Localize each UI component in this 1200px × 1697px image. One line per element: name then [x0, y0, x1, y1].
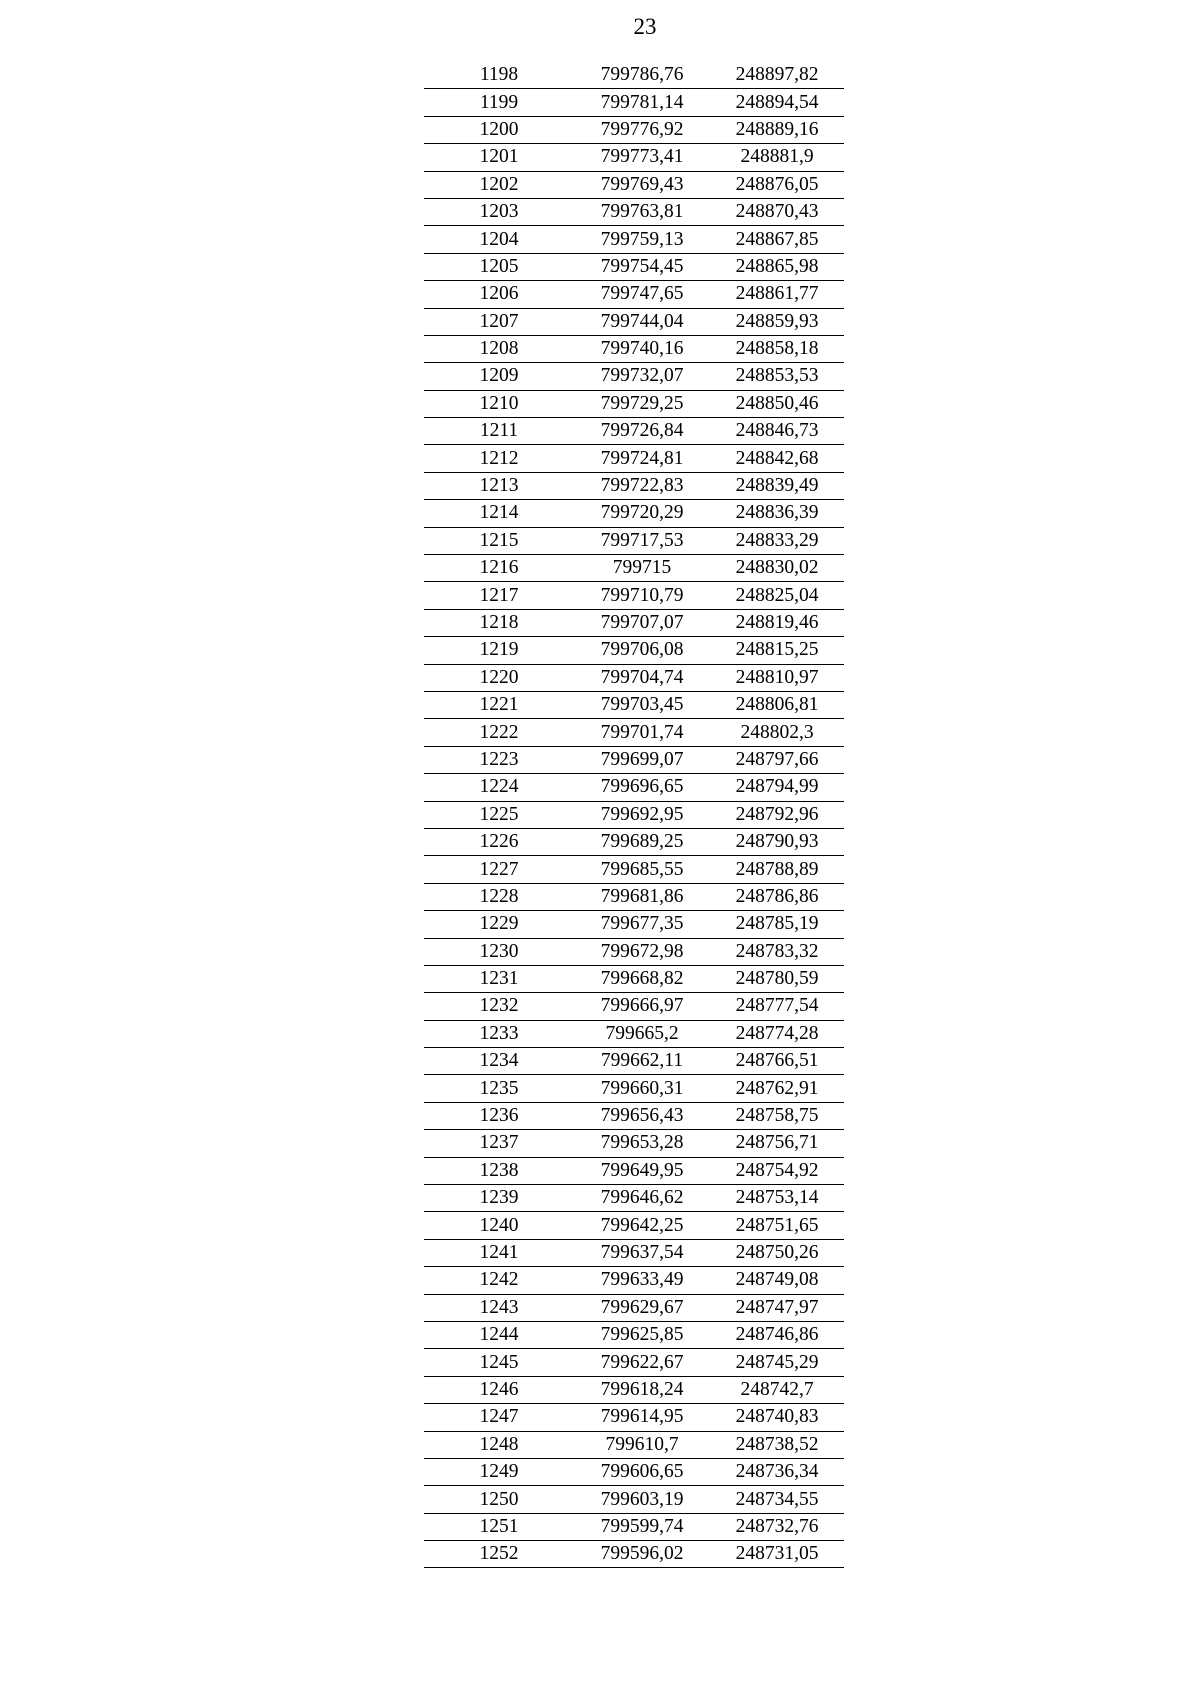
point-number-cell: 1234	[424, 1048, 574, 1075]
x-coordinate-cell: 799724,81	[574, 445, 710, 472]
point-number-cell: 1228	[424, 883, 574, 910]
x-coordinate-cell: 799662,11	[574, 1048, 710, 1075]
table-row	[424, 445, 844, 472]
x-coordinate-cell: 799668,82	[574, 965, 710, 992]
y-coordinate-cell: 248861,77	[710, 281, 844, 308]
x-coordinate-cell: 799740,16	[574, 335, 710, 362]
y-coordinate-cell: 248794,99	[710, 774, 844, 801]
y-coordinate-cell: 248839,49	[710, 472, 844, 499]
y-coordinate-cell: 248802,3	[710, 719, 844, 746]
x-coordinate-cell: 799637,54	[574, 1239, 710, 1266]
point-number-cell: 1207	[424, 308, 574, 335]
x-coordinate-cell: 799706,08	[574, 637, 710, 664]
x-coordinate-cell: 799606,65	[574, 1458, 710, 1485]
x-coordinate-cell: 799665,2	[574, 1020, 710, 1047]
y-coordinate-cell: 248792,96	[710, 801, 844, 828]
point-number-cell: 1249	[424, 1458, 574, 1485]
x-coordinate-cell: 799747,65	[574, 281, 710, 308]
point-number-cell: 1230	[424, 938, 574, 965]
y-coordinate-cell: 248850,46	[710, 390, 844, 417]
x-coordinate-cell: 799704,74	[574, 664, 710, 691]
table-row	[424, 1157, 844, 1184]
y-coordinate-cell: 248797,66	[710, 746, 844, 773]
y-coordinate-cell: 248788,89	[710, 856, 844, 883]
point-number-cell: 1233	[424, 1020, 574, 1047]
y-coordinate-cell: 248731,05	[710, 1541, 844, 1568]
point-number-cell: 1232	[424, 993, 574, 1020]
y-coordinate-cell: 248853,53	[710, 363, 844, 390]
table-row	[424, 1321, 844, 1348]
y-coordinate-cell: 248753,14	[710, 1185, 844, 1212]
table-row	[424, 1130, 844, 1157]
point-number-cell: 1248	[424, 1431, 574, 1458]
x-coordinate-cell: 799776,92	[574, 116, 710, 143]
point-number-cell: 1213	[424, 472, 574, 499]
point-number-cell: 1243	[424, 1294, 574, 1321]
table-row	[424, 1431, 844, 1458]
table-row	[424, 828, 844, 855]
point-number-cell: 1198	[424, 62, 574, 89]
x-coordinate-cell: 799610,7	[574, 1431, 710, 1458]
table-row	[424, 62, 844, 89]
point-number-cell: 1229	[424, 911, 574, 938]
table-row	[424, 1185, 844, 1212]
point-number-cell: 1238	[424, 1157, 574, 1184]
x-coordinate-cell: 799660,31	[574, 1075, 710, 1102]
y-coordinate-cell: 248859,93	[710, 308, 844, 335]
y-coordinate-cell: 248876,05	[710, 171, 844, 198]
point-number-cell: 1208	[424, 335, 574, 362]
y-coordinate-cell: 248867,85	[710, 226, 844, 253]
y-coordinate-cell: 248762,91	[710, 1075, 844, 1102]
point-number-cell: 1237	[424, 1130, 574, 1157]
y-coordinate-cell: 248751,65	[710, 1212, 844, 1239]
table-row	[424, 281, 844, 308]
y-coordinate-cell: 248870,43	[710, 198, 844, 225]
table-row	[424, 993, 844, 1020]
y-coordinate-cell: 248749,08	[710, 1267, 844, 1294]
point-number-cell: 1219	[424, 637, 574, 664]
point-number-cell: 1214	[424, 500, 574, 527]
y-coordinate-cell: 248785,19	[710, 911, 844, 938]
x-coordinate-cell: 799769,43	[574, 171, 710, 198]
table-row	[424, 144, 844, 171]
point-number-cell: 1199	[424, 89, 574, 116]
y-coordinate-cell: 248786,86	[710, 883, 844, 910]
table-row	[424, 883, 844, 910]
x-coordinate-cell: 799732,07	[574, 363, 710, 390]
table-row	[424, 1458, 844, 1485]
table-row	[424, 1486, 844, 1513]
point-number-cell: 1221	[424, 691, 574, 718]
y-coordinate-cell: 248897,82	[710, 62, 844, 89]
table-row	[424, 500, 844, 527]
point-number-cell: 1250	[424, 1486, 574, 1513]
table-row	[424, 1212, 844, 1239]
point-number-cell: 1225	[424, 801, 574, 828]
y-coordinate-cell: 248815,25	[710, 637, 844, 664]
table-row	[424, 938, 844, 965]
point-number-cell: 1203	[424, 198, 574, 225]
x-coordinate-cell: 799715	[574, 555, 710, 582]
point-number-cell: 1210	[424, 390, 574, 417]
table-row	[424, 774, 844, 801]
table-row	[424, 308, 844, 335]
y-coordinate-cell: 248754,92	[710, 1157, 844, 1184]
point-number-cell: 1224	[424, 774, 574, 801]
x-coordinate-cell: 799744,04	[574, 308, 710, 335]
x-coordinate-cell: 799618,24	[574, 1376, 710, 1403]
point-number-cell: 1252	[424, 1541, 574, 1568]
table-row	[424, 582, 844, 609]
table-row	[424, 691, 844, 718]
table-row	[424, 1075, 844, 1102]
point-number-cell: 1227	[424, 856, 574, 883]
y-coordinate-cell: 248747,97	[710, 1294, 844, 1321]
x-coordinate-cell: 799754,45	[574, 253, 710, 280]
y-coordinate-cell: 248745,29	[710, 1349, 844, 1376]
point-number-cell: 1239	[424, 1185, 574, 1212]
y-coordinate-cell: 248734,55	[710, 1486, 844, 1513]
x-coordinate-cell: 799677,35	[574, 911, 710, 938]
x-coordinate-cell: 799696,65	[574, 774, 710, 801]
point-number-cell: 1204	[424, 226, 574, 253]
table-row	[424, 1349, 844, 1376]
x-coordinate-cell: 799759,13	[574, 226, 710, 253]
y-coordinate-cell: 248833,29	[710, 527, 844, 554]
table-row	[424, 89, 844, 116]
point-number-cell: 1206	[424, 281, 574, 308]
x-coordinate-cell: 799726,84	[574, 418, 710, 445]
point-number-cell: 1222	[424, 719, 574, 746]
table-row	[424, 801, 844, 828]
table-row	[424, 911, 844, 938]
table-row	[424, 1376, 844, 1403]
y-coordinate-cell: 248865,98	[710, 253, 844, 280]
point-number-cell: 1242	[424, 1267, 574, 1294]
y-coordinate-cell: 248758,75	[710, 1102, 844, 1129]
coordinates-table-body	[424, 62, 844, 1568]
table-row	[424, 171, 844, 198]
y-coordinate-cell: 248806,81	[710, 691, 844, 718]
point-number-cell: 1212	[424, 445, 574, 472]
point-number-cell: 1218	[424, 609, 574, 636]
y-coordinate-cell: 248846,73	[710, 418, 844, 445]
table-row	[424, 1020, 844, 1047]
table-row	[424, 226, 844, 253]
x-coordinate-cell: 799699,07	[574, 746, 710, 773]
point-number-cell: 1240	[424, 1212, 574, 1239]
y-coordinate-cell: 248842,68	[710, 445, 844, 472]
table-row	[424, 609, 844, 636]
point-number-cell: 1209	[424, 363, 574, 390]
y-coordinate-cell: 248894,54	[710, 89, 844, 116]
x-coordinate-cell: 799666,97	[574, 993, 710, 1020]
y-coordinate-cell: 248738,52	[710, 1431, 844, 1458]
y-coordinate-cell: 248790,93	[710, 828, 844, 855]
x-coordinate-cell: 799710,79	[574, 582, 710, 609]
table-row	[424, 253, 844, 280]
table-row	[424, 1404, 844, 1431]
table-row	[424, 1513, 844, 1540]
table-row	[424, 116, 844, 143]
y-coordinate-cell: 248740,83	[710, 1404, 844, 1431]
point-number-cell: 1244	[424, 1321, 574, 1348]
y-coordinate-cell: 248750,26	[710, 1239, 844, 1266]
x-coordinate-cell: 799646,62	[574, 1185, 710, 1212]
x-coordinate-cell: 799629,67	[574, 1294, 710, 1321]
x-coordinate-cell: 799786,76	[574, 62, 710, 89]
y-coordinate-cell: 248810,97	[710, 664, 844, 691]
x-coordinate-cell: 799773,41	[574, 144, 710, 171]
x-coordinate-cell: 799703,45	[574, 691, 710, 718]
x-coordinate-cell: 799717,53	[574, 527, 710, 554]
x-coordinate-cell: 799692,95	[574, 801, 710, 828]
x-coordinate-cell: 799689,25	[574, 828, 710, 855]
table-row	[424, 965, 844, 992]
y-coordinate-cell: 248736,34	[710, 1458, 844, 1485]
page-number: 23	[633, 14, 657, 39]
y-coordinate-cell: 248766,51	[710, 1048, 844, 1075]
table-row	[424, 1267, 844, 1294]
x-coordinate-cell: 799633,49	[574, 1267, 710, 1294]
table-row	[424, 418, 844, 445]
x-coordinate-cell: 799614,95	[574, 1404, 710, 1431]
table-row	[424, 719, 844, 746]
table-row	[424, 527, 844, 554]
point-number-cell: 1217	[424, 582, 574, 609]
y-coordinate-cell: 248836,39	[710, 500, 844, 527]
table-row	[424, 637, 844, 664]
table-row	[424, 555, 844, 582]
table-row	[424, 390, 844, 417]
x-coordinate-cell: 799722,83	[574, 472, 710, 499]
point-number-cell: 1241	[424, 1239, 574, 1266]
x-coordinate-cell: 799622,67	[574, 1349, 710, 1376]
y-coordinate-cell: 248825,04	[710, 582, 844, 609]
x-coordinate-cell: 799729,25	[574, 390, 710, 417]
point-number-cell: 1205	[424, 253, 574, 280]
x-coordinate-cell: 799596,02	[574, 1541, 710, 1568]
x-coordinate-cell: 799625,85	[574, 1321, 710, 1348]
y-coordinate-cell: 248777,54	[710, 993, 844, 1020]
table-row	[424, 472, 844, 499]
point-number-cell: 1251	[424, 1513, 574, 1540]
point-number-cell: 1226	[424, 828, 574, 855]
point-number-cell: 1200	[424, 116, 574, 143]
x-coordinate-cell: 799685,55	[574, 856, 710, 883]
y-coordinate-cell: 248756,71	[710, 1130, 844, 1157]
table-row	[424, 1048, 844, 1075]
x-coordinate-cell: 799656,43	[574, 1102, 710, 1129]
point-number-cell: 1246	[424, 1376, 574, 1403]
y-coordinate-cell: 248746,86	[710, 1321, 844, 1348]
point-number-cell: 1215	[424, 527, 574, 554]
point-number-cell: 1245	[424, 1349, 574, 1376]
x-coordinate-cell: 799701,74	[574, 719, 710, 746]
y-coordinate-cell: 248780,59	[710, 965, 844, 992]
y-coordinate-cell: 248881,9	[710, 144, 844, 171]
x-coordinate-cell: 799599,74	[574, 1513, 710, 1540]
x-coordinate-cell: 799672,98	[574, 938, 710, 965]
point-number-cell: 1220	[424, 664, 574, 691]
y-coordinate-cell: 248830,02	[710, 555, 844, 582]
x-coordinate-cell: 799642,25	[574, 1212, 710, 1239]
table-row	[424, 363, 844, 390]
table-row	[424, 856, 844, 883]
table-row	[424, 1541, 844, 1568]
point-number-cell: 1202	[424, 171, 574, 198]
y-coordinate-cell: 248783,32	[710, 938, 844, 965]
point-number-cell: 1247	[424, 1404, 574, 1431]
point-number-cell: 1223	[424, 746, 574, 773]
x-coordinate-cell: 799781,14	[574, 89, 710, 116]
table-row	[424, 1102, 844, 1129]
table-row	[424, 1294, 844, 1321]
y-coordinate-cell: 248774,28	[710, 1020, 844, 1047]
table-row	[424, 746, 844, 773]
x-coordinate-cell: 799707,07	[574, 609, 710, 636]
y-coordinate-cell: 248889,16	[710, 116, 844, 143]
x-coordinate-cell: 799763,81	[574, 198, 710, 225]
x-coordinate-cell: 799649,95	[574, 1157, 710, 1184]
point-number-cell: 1231	[424, 965, 574, 992]
table-row	[424, 1239, 844, 1266]
coordinates-table	[424, 62, 844, 1568]
y-coordinate-cell: 248858,18	[710, 335, 844, 362]
x-coordinate-cell: 799653,28	[574, 1130, 710, 1157]
x-coordinate-cell: 799603,19	[574, 1486, 710, 1513]
y-coordinate-cell: 248732,76	[710, 1513, 844, 1540]
point-number-cell: 1201	[424, 144, 574, 171]
point-number-cell: 1236	[424, 1102, 574, 1129]
table-row	[424, 335, 844, 362]
point-number-cell: 1211	[424, 418, 574, 445]
x-coordinate-cell: 799720,29	[574, 500, 710, 527]
table-row	[424, 198, 844, 225]
point-number-cell: 1235	[424, 1075, 574, 1102]
point-number-cell: 1216	[424, 555, 574, 582]
x-coordinate-cell: 799681,86	[574, 883, 710, 910]
y-coordinate-cell: 248819,46	[710, 609, 844, 636]
y-coordinate-cell: 248742,7	[710, 1376, 844, 1403]
table-row	[424, 664, 844, 691]
